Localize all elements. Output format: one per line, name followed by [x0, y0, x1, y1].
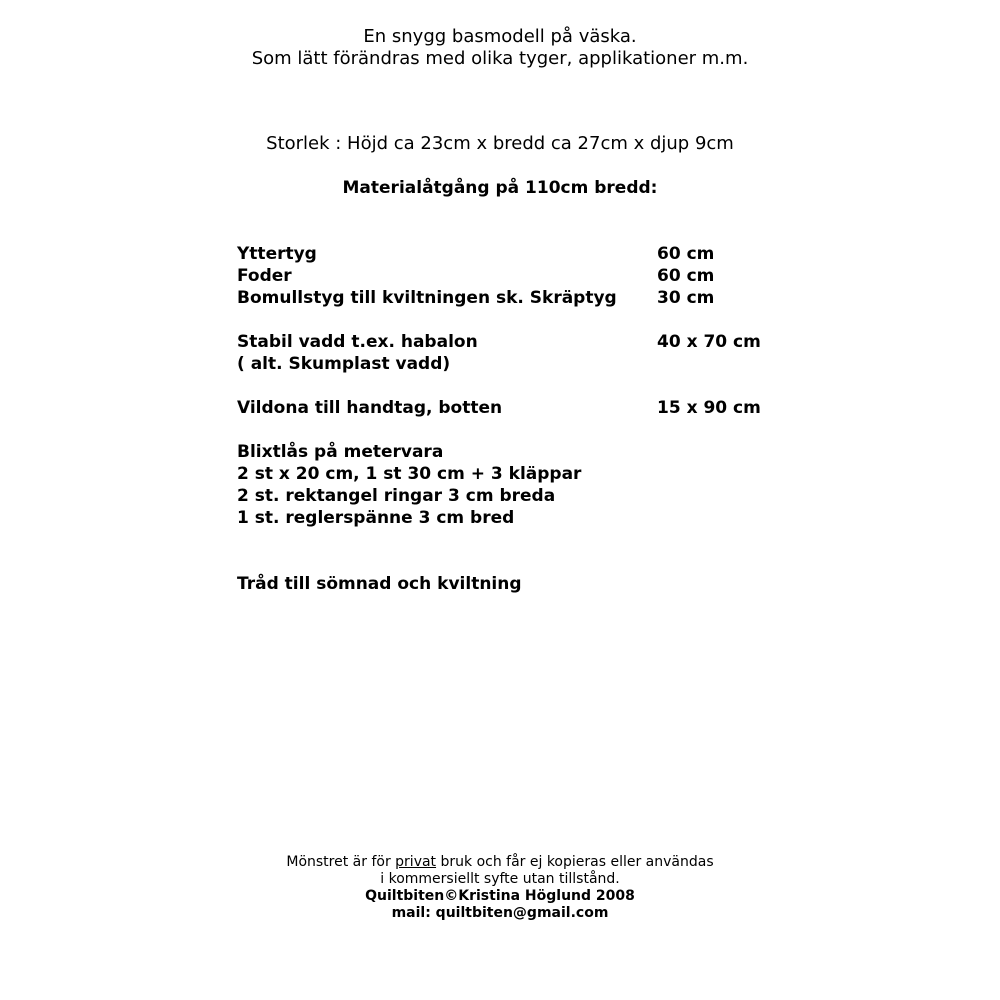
thread-line: Tråd till sömnad och kviltning [237, 574, 522, 594]
material-name: Yttertyg [237, 244, 317, 264]
intro [0, 26, 1000, 70]
footer-copyright: Quiltbiten©Kristina Höglund 2008 [365, 888, 635, 904]
intro-line-2: Som lätt förändras med olika tyger, applikationer m.m. [251, 48, 749, 69]
intro-line-1: En snygg basmodell på väska. [363, 26, 637, 47]
size-line: Storlek : Höjd ca 23cm x bredd ca 27cm x djup 9cm [266, 133, 734, 154]
material-name: Vildona till handtag, botten [237, 398, 503, 418]
footer-text: bruk och får ej kopieras eller användas [436, 854, 714, 870]
material-qty: 15 x 90 cm [657, 398, 761, 418]
materials-heading: Materialåtgång på 110cm bredd: [342, 178, 658, 198]
material-row [237, 243, 797, 265]
material-qty: 40 x 70 cm [657, 332, 761, 352]
material-name: ( alt. Skumplast vadd) [237, 354, 451, 374]
footer-line-1 [0, 854, 1000, 871]
footer-text: Mönstret är för [286, 854, 396, 870]
material-row [237, 353, 797, 375]
footer-underlined-word: privat [395, 854, 437, 870]
footer-mail: mail: quiltbiten@gmail.com [391, 905, 609, 921]
footer-line-2: i kommersiellt syfte utan tillstånd. [380, 871, 620, 887]
material-qty: 60 cm [657, 266, 715, 286]
material-row [237, 265, 797, 287]
materials-list [237, 243, 797, 595]
material-row [237, 397, 797, 419]
material-qty: 60 cm [657, 244, 715, 264]
material-row [237, 331, 797, 353]
material-name: Foder [237, 266, 292, 286]
material-name: Bomullstyg till kviltningen sk. Skräptyg [237, 288, 617, 308]
material-qty: 30 cm [657, 288, 715, 308]
footer [0, 854, 1000, 922]
material-name: Stabil vadd t.ex. habalon [237, 332, 478, 352]
material-row [237, 287, 797, 309]
notion-line: 2 st x 20 cm, 1 st 30 cm + 3 kläppar [237, 464, 582, 484]
notion-line: 2 st. rektangel ringar 3 cm breda [237, 486, 556, 506]
notion-line: 1 st. reglerspänne 3 cm bred [237, 508, 515, 528]
notion-line: Blixtlås på metervara [237, 442, 444, 462]
